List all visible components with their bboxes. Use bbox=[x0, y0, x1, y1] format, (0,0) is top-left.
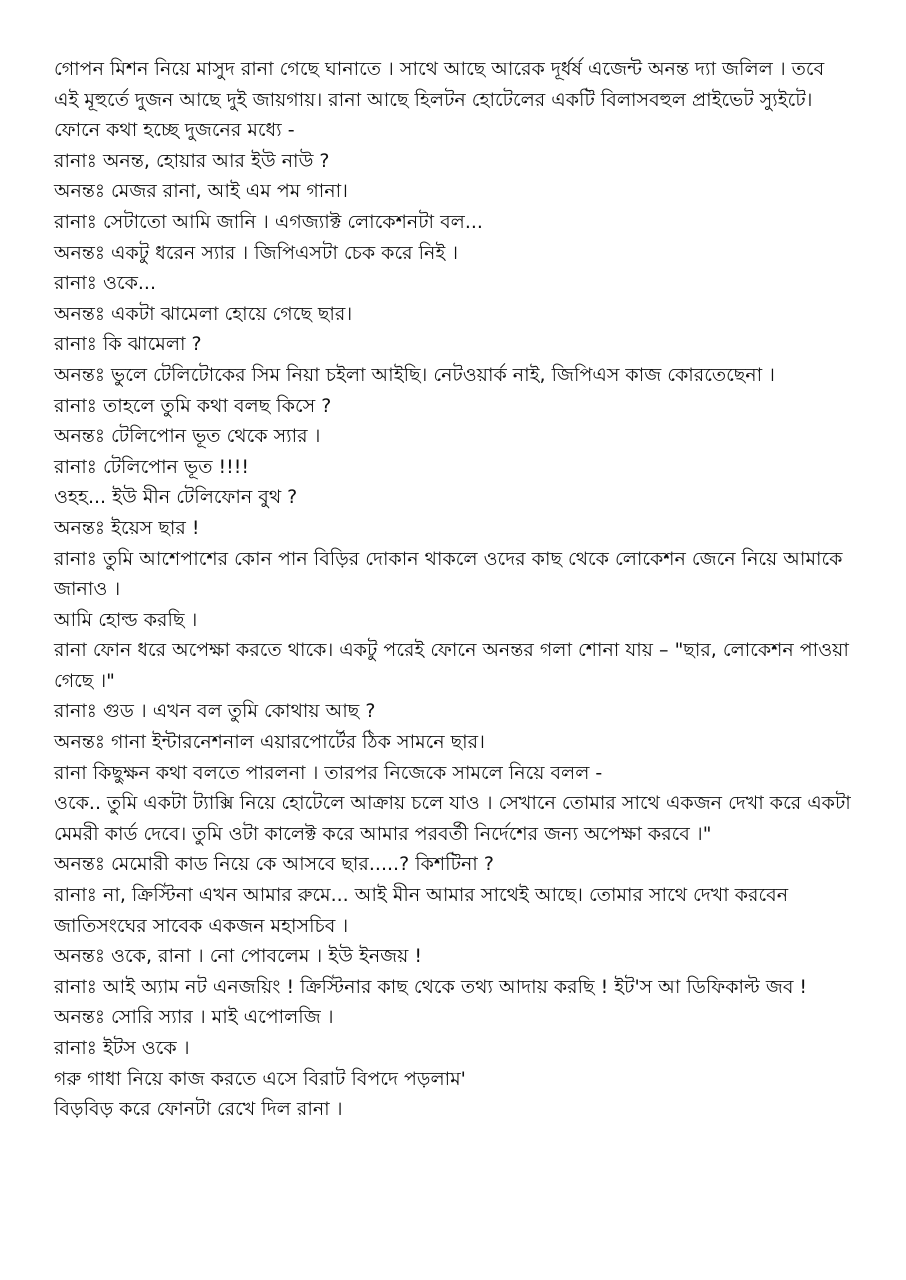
dialogue-line: অনন্তঃ মেজর রানা, আই এম পম গানা। bbox=[54, 180, 348, 203]
dialogue-line: রানাঃ আই অ্যাম নট এনজয়িং ! ক্রিস্টিনার কাছ থেকে তথ্য আদায় করছি ! ইট'স আ ডিফিকাল্ট জব ! bbox=[54, 975, 808, 998]
narration-line: রানা ফোন ধরে অপেক্ষা করতে থাকে। একটু পরেই ফোনে অনন্তর গলা শোনা যায় – "ছার, লোকেশন পাওয়া গেছে ।" bbox=[54, 639, 849, 692]
dialogue-line: রানাঃ তাহলে তুমি কথা বলছ কিসে ? bbox=[54, 394, 332, 417]
document-page bbox=[54, 54, 854, 1125]
narration-line: গরু গাধা নিয়ে কাজ করতে এসে বিরাট বিপদে পড়লাম' bbox=[54, 1067, 466, 1090]
dialogue-line: রানাঃ কি ঝামেলা ? bbox=[54, 333, 202, 356]
dialogue-line: রানাঃ ওকে... bbox=[54, 272, 157, 295]
dialogue-line: অনন্তঃ সোরি স্যার । মাই এপোলজি । bbox=[54, 1006, 334, 1029]
narration-line: রানা কিছুক্ষন কথা বলতে পারলনা । তারপর নিজেকে সামলে নিয়ে বলল - bbox=[54, 761, 603, 784]
dialogue-line: অনন্তঃ টেলিপোন ভূত থেকে স্যার । bbox=[54, 425, 321, 448]
dialogue-line: অনন্তঃ একটা ঝামেলা হোয়ে গেছে ছার। bbox=[54, 302, 353, 325]
dialogue-line: রানাঃ অনন্ত, হোয়ার আর ইউ নাউ ? bbox=[54, 149, 330, 172]
dialogue-line: ওহহ... ইউ মীন টেলিফোন বুথ ? bbox=[54, 486, 298, 509]
dialogue-line: অনন্তঃ গানা ইন্টারনেশনাল এয়ারপোর্টের ঠিক সামনে ছার। bbox=[54, 731, 485, 754]
dialogue-line: অনন্তঃ ইয়েস ছার ! bbox=[54, 516, 200, 539]
dialogue-line: রানাঃ তুমি আশেপাশের কোন পান বিড়ির দোকান থাকলে ওদের কাছ থেকে লোকেশন জেনে নিয়ে আমাকে জানাও । bbox=[54, 547, 843, 601]
dialogue-line: আমি হোল্ড করছি । bbox=[54, 608, 198, 631]
dialogue-line: অনন্তঃ ওকে, রানা । নো পোবলেম । ইউ ইনজয় ! bbox=[54, 945, 423, 968]
dialogue-line: ওকে.. তুমি একটা ট্যাক্সি নিয়ে হোটেলে আক্রায় চলে যাও । সেখানে তোমার সাথে একজন দেখা করে একটা মেমরী কার্ড দেবে। তুমি ওটা কালেক্ট করে আমার পরবর্তী নির্দেশের জন্য অপেক্ষা করবে ।" bbox=[54, 792, 851, 845]
narration-line: বিড়বিড় করে ফোনটা রেখে দিল রানা । bbox=[54, 1098, 343, 1121]
dialogue-line: রানাঃ গুড । এখন বল তুমি কোথায় আছ ? bbox=[54, 700, 376, 723]
dialogue-line: অনন্তঃ একটু ধরেন স্যার । জিপিএসটা চেক করে নিই । bbox=[54, 241, 459, 264]
dialogue-line: রানাঃ ইটস ওকে । bbox=[54, 1037, 190, 1059]
dialogue-line: রানাঃ টেলিপোন ভূত !!!! bbox=[54, 455, 249, 478]
dialogue-line: রানাঃ না, ক্রিস্টিনা এখন আমার রুমে... আই মীন আমার সাথেই আছে। তোমার সাথে দেখা করবেন জাতিসংঘের সাবেক একজন মহাসচিব । bbox=[54, 884, 789, 937]
paragraph-intro: গোপন মিশন নিয়ে মাসুদ রানা গেছে ঘানাতে । সাথে আছে আরেক দূর্ধর্ষ এজেন্ট অনন্ত দ্যা জলিল । তবে এই মূহুর্তে দুজন আছে দুই জায়গায়। রানা আছে হিলটন হোটেলের একটি বিলাসবহুল প্রাইভেট স্যুইটে। bbox=[54, 58, 825, 111]
dialogue-line: অনন্তঃ ভুলে টেলিটোকের সিম নিয়া চইলা আইছি। নেটওয়ার্ক নাই, জিপিএস কাজ কোরতেছেনা । bbox=[54, 363, 775, 386]
paragraph-phone-intro: ফোনে কথা হচ্ছে দুজনের মধ্যে - bbox=[54, 119, 295, 142]
dialogue-line: অনন্তঃ মেমোরী কাড নিয়ে কে আসবে ছার.....? কিশটিনা ? bbox=[54, 853, 494, 876]
dialogue-line: রানাঃ সেটাতো আমি জানি । এগজ্যাক্ট লোকেশনটা বল... bbox=[54, 210, 483, 233]
